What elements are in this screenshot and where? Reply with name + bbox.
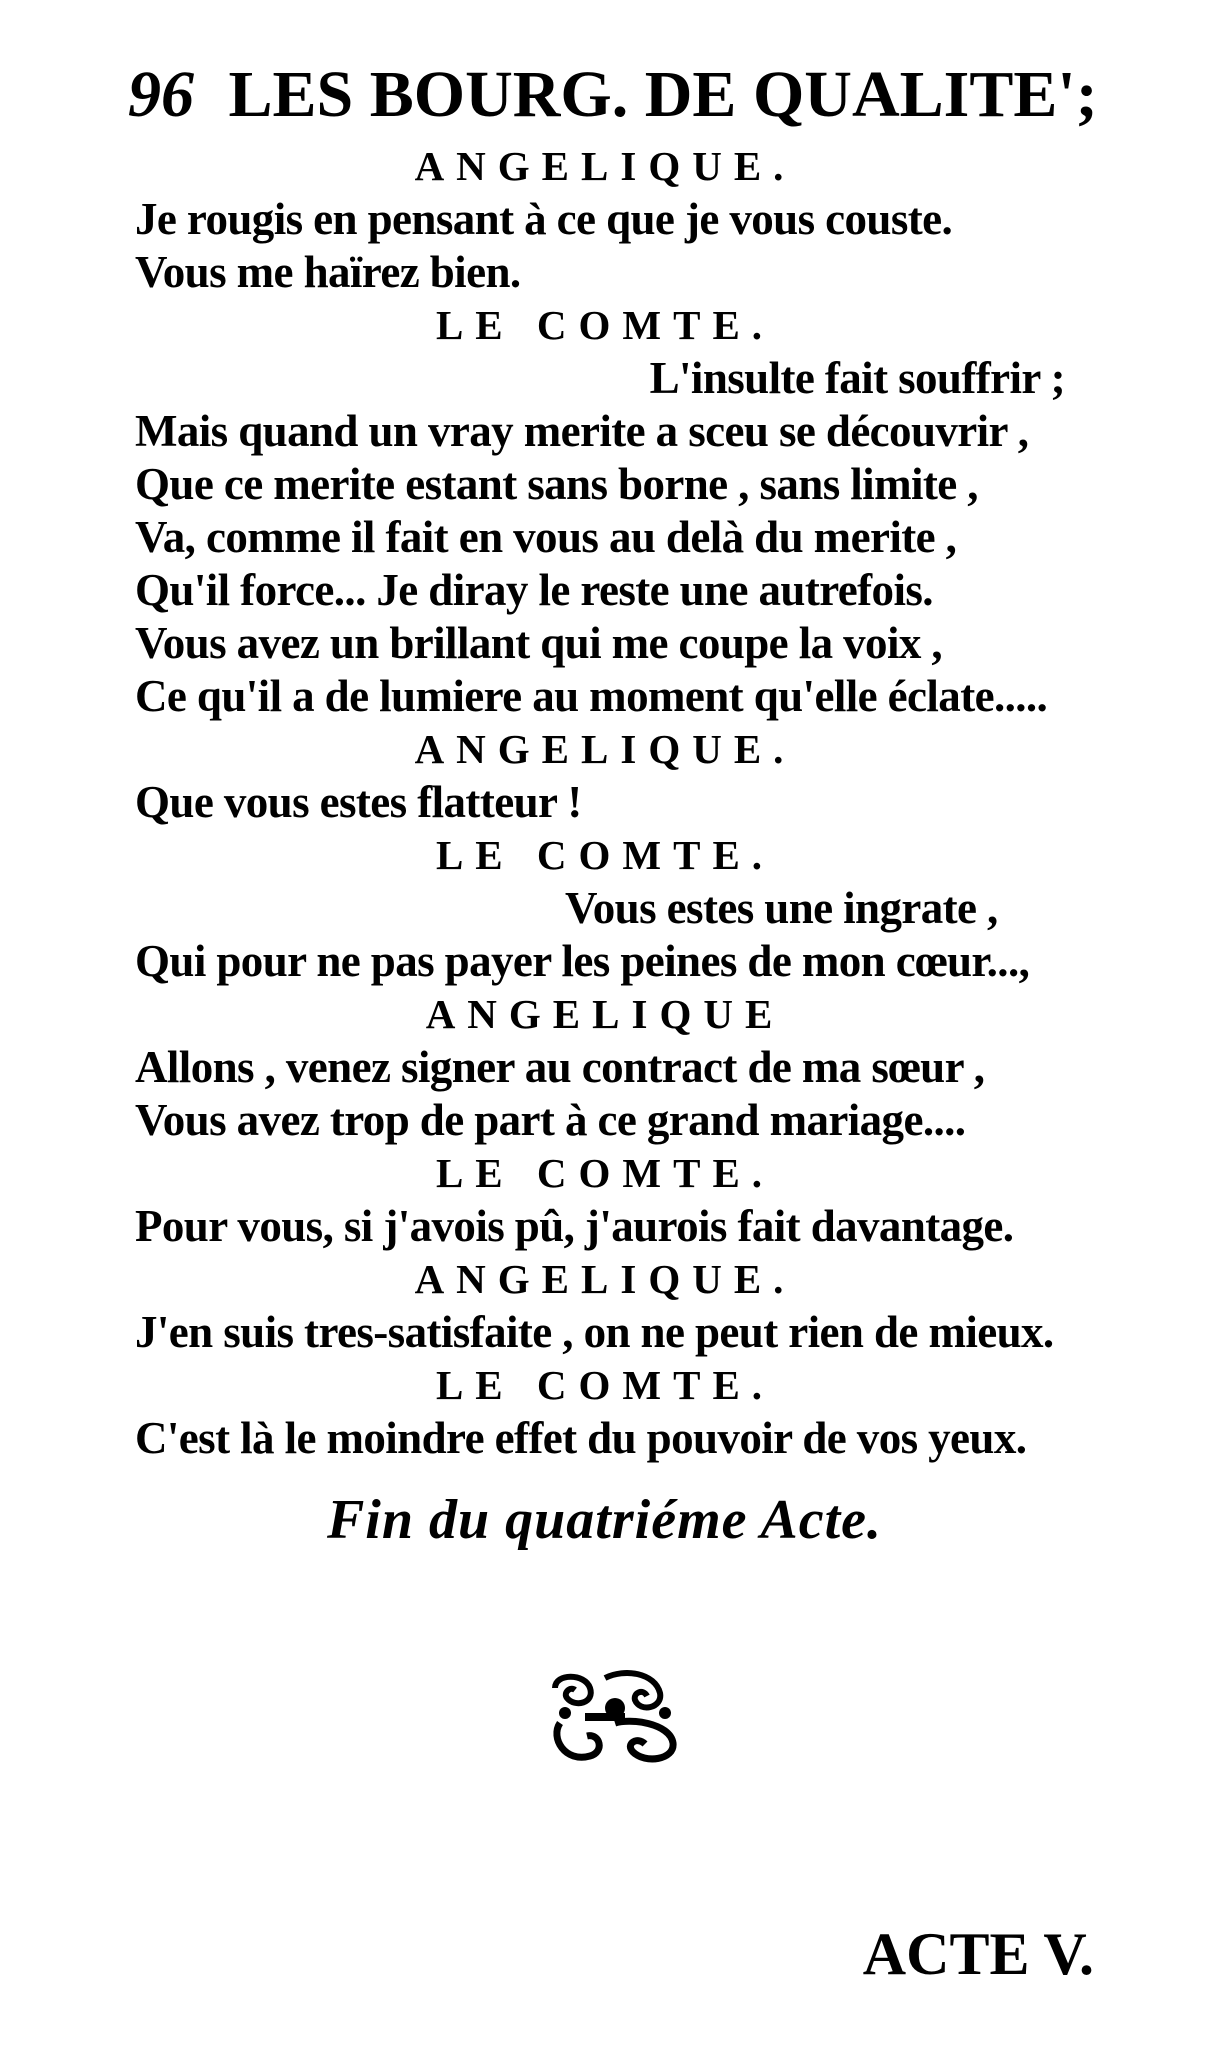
- verse-line: L'insulte fait souffrir ;: [649, 353, 1065, 403]
- verse-line: Vous avez un brillant qui me coupe la voix ,: [135, 618, 943, 668]
- speaker-name: ANGELIQUE: [425, 991, 785, 1037]
- verse-line: J'en suis tres-satisfaite , on ne peut rien de mieux.: [135, 1307, 1054, 1357]
- running-header: [128, 58, 1098, 131]
- verse-line: C'est là le moindre effet du pouvoir de vos yeux.: [135, 1413, 1027, 1463]
- verse-line: Je rougis en pensant à ce que je vous couste.: [135, 194, 953, 244]
- speaker-name: ANGELIQUE.: [414, 1256, 796, 1302]
- page-number: 96: [128, 58, 194, 131]
- ornament-icon: [545, 1668, 685, 1768]
- verse-line: Mais quand un vray merite a sceu se découvrir ,: [135, 406, 1029, 456]
- verse-line: Vous avez trop de part à ce grand mariage....: [135, 1095, 966, 1145]
- verse-line: Vous estes une ingrate ,: [565, 883, 998, 933]
- verse-line: Qu'il force... Je diray le reste une autrefois.: [135, 565, 933, 615]
- catchword: ACTE V.: [862, 1921, 1094, 1987]
- verse-line: Que vous estes flatteur !: [135, 777, 582, 827]
- speaker-name: ANGELIQUE.: [414, 726, 796, 772]
- verse-line: Allons , venez signer au contract de ma sœur ,: [135, 1042, 985, 1092]
- speaker-name: LE COMTE.: [435, 1362, 775, 1408]
- act-end-note: Fin du quatriéme Acte.: [326, 1489, 883, 1551]
- running-title: LES BOURG. DE QUALITE';: [228, 58, 1098, 131]
- verse-line: Va, comme il fait en vous au delà du merite ,: [135, 512, 957, 562]
- verse-line: Qui pour ne pas payer les peines de mon cœur...,: [135, 936, 1030, 986]
- verse-line: Vous me haïrez bien.: [135, 247, 521, 297]
- verse-line: Que ce merite estant sans borne , sans limite ,: [135, 459, 978, 509]
- verse-line: Ce qu'il a de lumiere au moment qu'elle éclate.....: [135, 671, 1048, 721]
- speaker-name: ANGELIQUE.: [414, 143, 796, 189]
- speaker-name: LE COMTE.: [435, 302, 775, 348]
- speaker-name: LE COMTE.: [435, 832, 775, 878]
- verse-line: Pour vous, si j'avois pû, j'aurois fait davantage.: [135, 1201, 1014, 1251]
- play-text: [135, 140, 1095, 1465]
- speaker-name: LE COMTE.: [435, 1150, 775, 1196]
